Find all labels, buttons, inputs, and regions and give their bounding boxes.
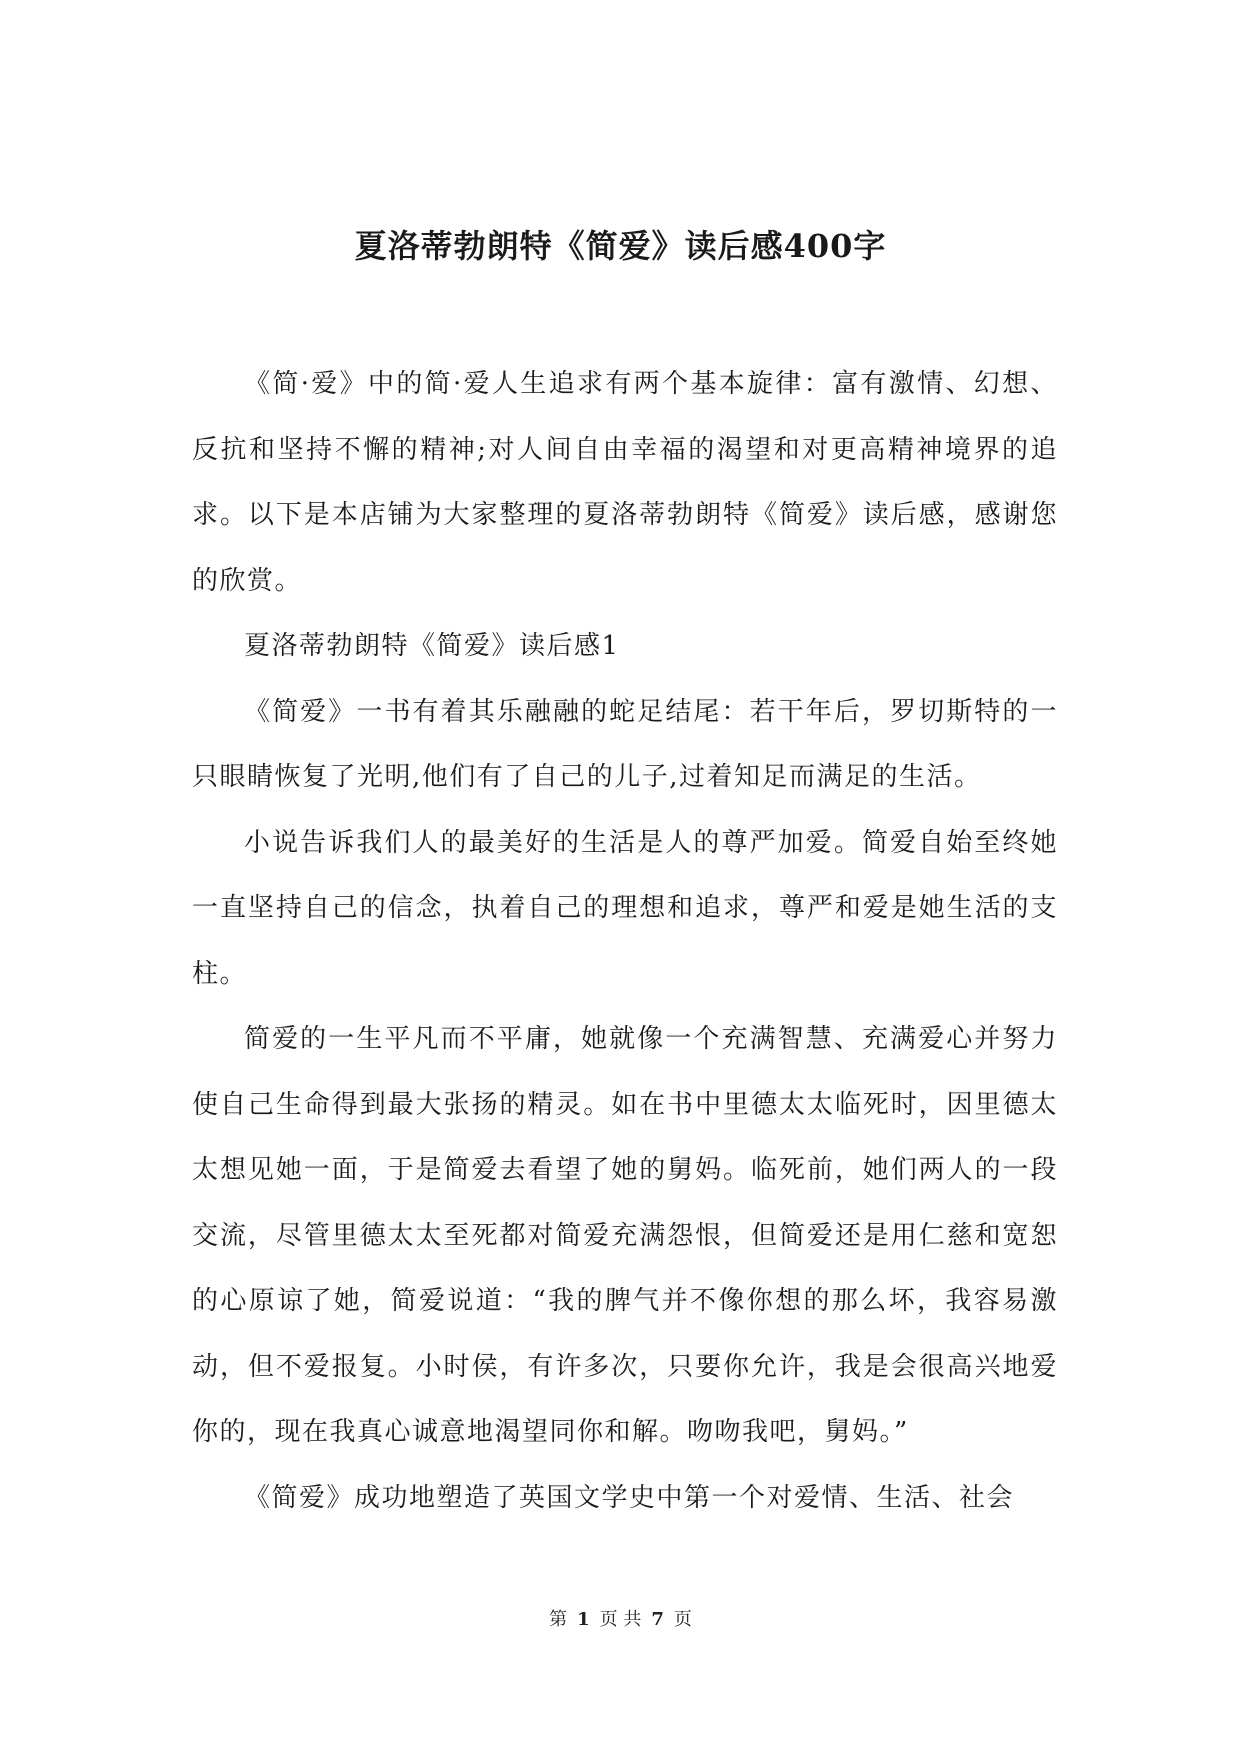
footer-total-pages: 7	[651, 1609, 664, 1630]
paragraph: 简爱的一生平凡而不平庸，她就像一个充满智慧、充满爱心并努力使自己生命得到最大张扬的精灵。如在书中里德太太临死时，因里德太太想见她一面，于是简爱去看望了她的舅妈。临死前，她们两人的一段交流，尽管里德太太至死都对简爱充满怨恨，但简爱还是用仁慈和宽恕的心原谅了她，简爱说道：“我的脾气并不像你想的那么坏，我容易激动，但不爱报复。小时侯，有许多次，只要你允许，我是会很高兴地爱你的，现在我真心诚意地渴望同你和解。吻吻我吧，舅妈。”	[192, 1024, 1058, 1447]
footer-page-number: 1	[577, 1609, 590, 1630]
paragraph: 《简爱》一书有着其乐融融的蛇足结尾：若干年后，罗切斯特的一只眼睛恢复了光明,他们有了自己的儿子,过着知足而满足的生活。	[192, 696, 1058, 792]
paragraph: 《简爱》成功地塑造了英国文学史中第一个对爱情、生活、社会	[244, 1482, 1015, 1513]
footer-suffix: 页	[673, 1609, 692, 1630]
paragraph-intro: 《简·爱》中的简·爱人生追求有两个基本旋律：富有激情、幻想、反抗和坚持不懈的精神;对人间自由幸福的渴望和对更高精神境界的追求。以下是本店铺为大家整理的夏洛蒂勃朗特《简爱》读后感，感谢您的欣赏。	[192, 369, 1058, 596]
footer-middle: 页 共	[599, 1609, 642, 1630]
paragraph: 小说告诉我们人的最美好的生活是人的尊严加爱。简爱自始至终她一直坚持自己的信念，执着自己的理想和追求，尊严和爱是她生活的支柱。	[192, 827, 1058, 989]
page-footer	[0, 1608, 1241, 1632]
document-title: 夏洛蒂勃朗特《简爱》读后感400字	[354, 227, 887, 265]
document-body	[192, 352, 1058, 1531]
footer-prefix: 第	[549, 1609, 568, 1630]
section-heading: 夏洛蒂勃朗特《简爱》读后感1	[244, 631, 620, 661]
